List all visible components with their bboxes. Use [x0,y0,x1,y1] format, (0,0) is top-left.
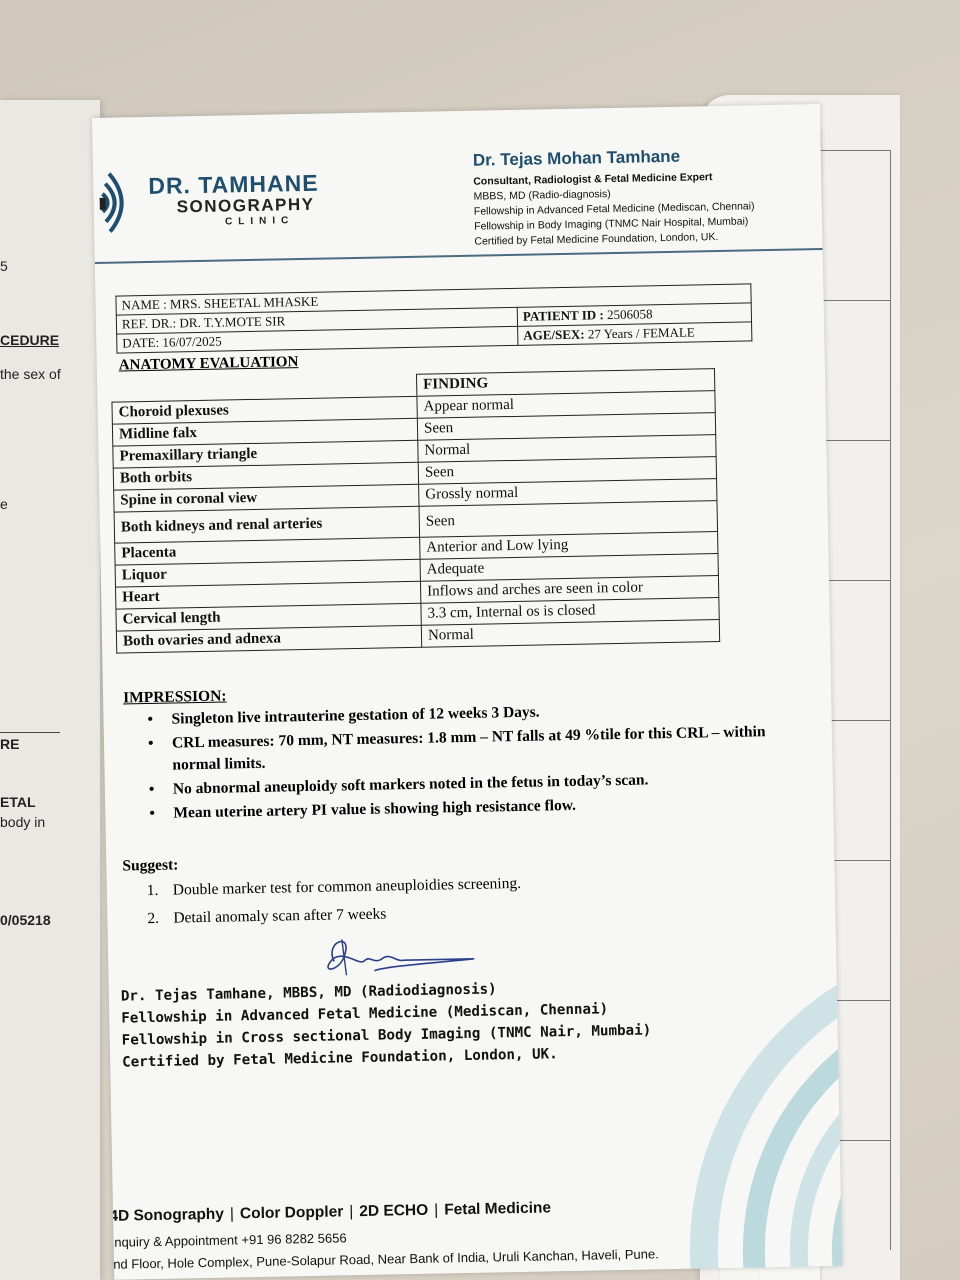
left-fragment: e [0,496,8,512]
left-document [0,100,100,1280]
age-sex: 27 Years / FEMALE [587,324,695,342]
anatomy-finding: Seen [418,457,716,485]
header-divider [95,248,823,264]
doctor-credential: Fellowship in Body Imaging (TNMC Nair Hospital, Mumbai) [474,215,749,233]
tab-line [820,580,890,581]
separator: | [349,1203,354,1221]
service-item: Fetal Medicine [444,1199,552,1219]
anatomy-item: Both orbits [113,462,418,490]
anatomy-item: Premaxillary triangle [113,440,418,468]
patient-name: NAME : MRS. SHEETAL MHASKE [116,284,751,315]
anatomy-item: Both kidneys and renal arteries [114,506,420,543]
anatomy-finding: Grossly normal [419,479,717,507]
anatomy-finding: Normal [418,435,716,463]
anatomy-item: Both ovaries and adnexa [116,625,421,653]
doctor-header [473,145,756,249]
anatomy-finding: Seen [417,413,715,441]
services-line [105,1197,658,1226]
decorative-arcs [668,919,843,1279]
tab-edge [890,150,891,1250]
left-fragment: RE [0,736,20,752]
suggest-title: Suggest: [122,856,179,875]
list-item: • Singleton live intrauterine gestation of 12 weeks 3 Days. [147,697,777,731]
doctor-credential: MBBS, MD (Radio-diagnosis) [473,188,611,203]
footer [105,1197,659,1276]
anatomy-table [111,368,720,654]
service-item: 2D ECHO [359,1201,429,1221]
service-item: /4D Sonography [104,1205,225,1225]
tab-line [820,150,890,151]
anatomy-finding: Appear normal [417,391,715,419]
clinic-name-line2: SONOGRAPHY [176,194,315,217]
impression-list [147,697,779,827]
anatomy-item: Placenta [115,537,420,565]
anatomy-item: Liquor [115,559,420,587]
clinic-name [148,170,319,229]
patient-info-table [115,283,752,353]
separator: | [434,1201,439,1219]
clinic-name-line3: CLINIC [224,215,295,228]
list-text: Double marker test for common aneuploidies screening. [172,874,522,899]
report-date: DATE: 16/07/2025 [117,326,518,353]
patient-id-label: PATIENT ID : [522,307,604,324]
anatomy-item: Cervical length [116,603,421,631]
separator: | [229,1205,235,1223]
anatomy-finding: Inflows and arches are seen in color [420,576,718,604]
age-sex-cell [518,322,752,345]
suggest-list [147,866,748,934]
clinic-name-line1: DR. TAMHANE [148,169,319,199]
left-fragment: 5 [0,258,8,274]
left-fragment: 0/05218 [0,912,51,928]
list-item: • Mean uterine artery PI value is showing high resistance flow. [149,791,779,825]
report-page [92,104,842,1280]
doctor-signature [304,929,480,982]
signature-line: Fellowship in Cross sectional Body Imaging (TNMC Nair, Mumbai) [121,1022,652,1049]
anatomy-item: Heart [116,581,421,609]
anatomy-item: Midline falx [112,418,417,446]
finding-header: FINDING [416,369,714,397]
anatomy-title: ANATOMY EVALUATION [118,354,299,374]
anatomy-finding: Seen [419,501,718,538]
doctor-credential: Fellowship in Advanced Fetal Medicine (Mediscan, Chennai) [473,200,755,218]
patient-id: 2506058 [606,306,653,323]
signature-line: Certified by Fetal Medicine Foundation, London, UK. [121,1046,558,1071]
left-fragment: CEDURE [0,332,60,348]
clinic-logo-icon [99,167,140,238]
left-fragment: the sex of [0,366,61,382]
signature-line: Dr. Tejas Tamhane, MBBS, MD (Radiodiagnosis) [120,981,497,1005]
service-item: Color Doppler [239,1203,344,1223]
impression-title: IMPRESSION: [122,687,227,707]
list-item: • CRL measures: 70 mm, NT measures: 1.8 mm – NT falls at 49 %tile for this CRL – within normal limits. [148,721,779,777]
age-sex-label: AGE/SEX: [523,326,585,343]
anatomy-finding: Adequate [420,554,718,582]
address-line: und Floor, Hole Complex, Pune-Solapur Road, Near Bank of India, Uruli Kanchan, Haveli, Pune. [105,1246,659,1272]
signature-block [121,975,652,1073]
tab-line [820,300,890,301]
doctor-credential: Consultant, Radiologist & Fetal Medicine Expert [473,171,713,188]
anatomy-finding: Anterior and Low lying [420,532,718,560]
anatomy-item: Spine in coronal view [114,484,419,512]
referring-doctor: REF. DR.: DR. T.Y.MOTE SIR [116,307,517,334]
appointment-line: Enquiry & Appointment +91 96 8282 5656 [105,1230,347,1250]
left-fragment: ETAL [0,794,36,810]
anatomy-finding: Normal [421,620,719,648]
doctor-name: Dr. Tejas Mohan Tamhane [472,146,681,170]
left-rule [0,732,60,733]
list-number: 2. [147,909,160,928]
anatomy-item: Choroid plexuses [112,396,417,424]
list-text: Detail anomaly scan after 7 weeks [173,905,387,927]
tab-line [820,440,890,441]
list-item: • No abnormal aneuploidy soft markers noted in the fetus in today’s scan. [149,767,779,801]
left-fragment: body in [0,814,46,830]
doctor-credential: Certified by Fetal Medicine Foundation, London, UK. [474,230,719,248]
list-number: 1. [146,881,159,900]
anatomy-finding: 3.3 cm, Internal os is closed [421,598,719,626]
signature-line: Fellowship in Advanced Fetal Medicine (Mediscan, Chennai) [121,1001,609,1027]
